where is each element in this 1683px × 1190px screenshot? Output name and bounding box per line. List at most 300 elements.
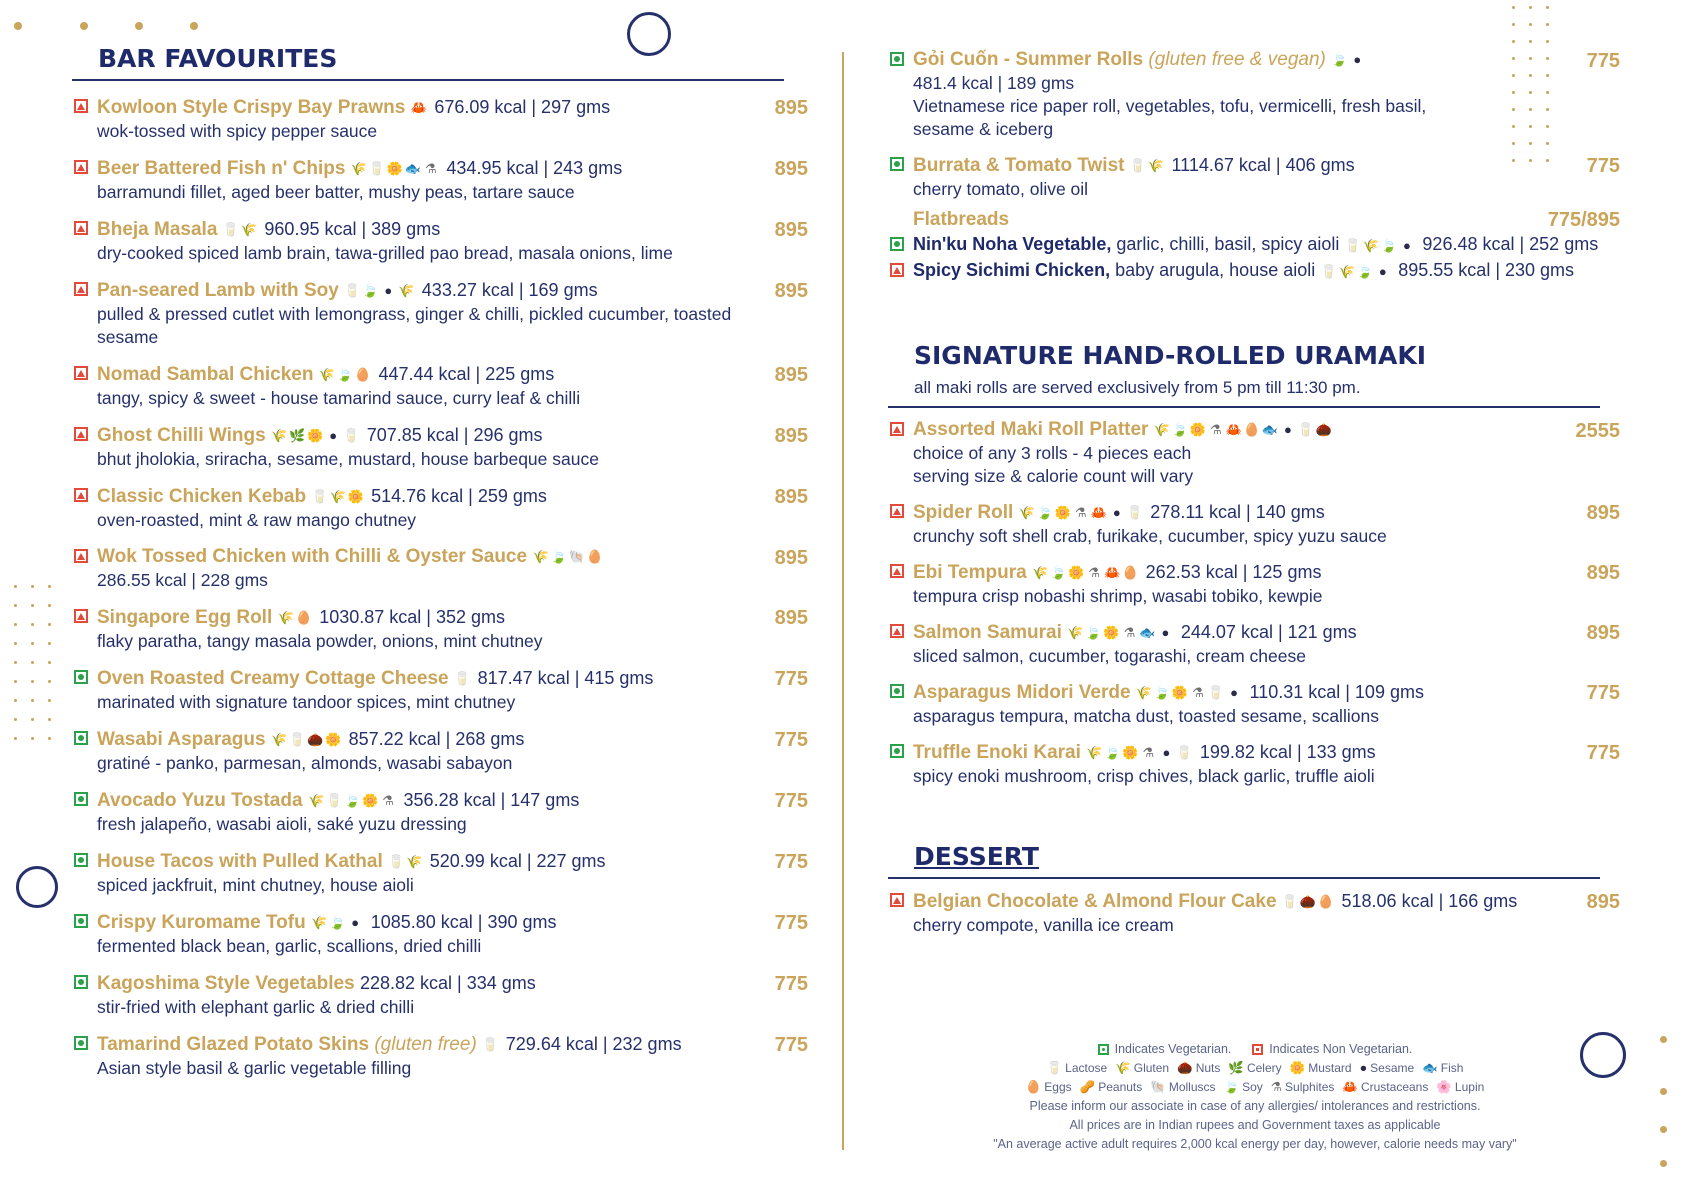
- fish-icon: 🐟: [1422, 1061, 1438, 1075]
- veg-mark-icon: [74, 731, 88, 745]
- menu-item: [888, 500, 1620, 548]
- menu-item-description: wok-tossed with spicy pepper sauce: [97, 121, 378, 141]
- allergen-icons: [1068, 624, 1173, 641]
- menu-item-description: tangy, spicy & sweet - house tamarind sauce, curry leaf & chilli: [97, 388, 581, 408]
- lactose-icon: 🥛: [311, 489, 328, 505]
- molluscs-icon: 🐚: [568, 549, 585, 565]
- allergen-icons: [389, 853, 422, 870]
- left-column: [72, 44, 808, 1080]
- menu-item-title-line: [913, 500, 1550, 525]
- flatbreads-price: 775/895: [1547, 209, 1620, 231]
- veg-mark-icon: [890, 52, 904, 66]
- menu-item-title-line: [97, 910, 738, 935]
- lactose-icon: 🥛: [388, 854, 405, 870]
- menu-item-note: (gluten free): [374, 1034, 477, 1055]
- flatbreads-heading: [888, 209, 1620, 231]
- menu-item-title-line: [97, 788, 738, 813]
- menu-item-description: spiced jackfruit, mint chutney, house aioli: [97, 875, 414, 895]
- legend-allergen-label: Lactose: [1065, 1061, 1108, 1075]
- allergen-icons: [1154, 421, 1331, 438]
- veg-mark-icon: [890, 684, 904, 698]
- flatbread-description: garlic, chilli, basil, spicy aioli: [1116, 234, 1340, 254]
- menu-item-kcal: 228.82 kcal | 334 gms: [359, 973, 536, 993]
- menu-item-name: Oven Roasted Creamy Cottage Cheese: [97, 668, 449, 689]
- legend: [930, 1040, 1580, 1154]
- menu-item-name: Gỏi Cuốn - Summer Rolls: [913, 49, 1144, 70]
- sulphites-icon: ⚗: [1270, 1080, 1283, 1094]
- menu-item-description: marinated with signature tandoor spices, mint chutney: [97, 692, 516, 712]
- menu-item-name: Kowloon Style Crispy Bay Prawns: [97, 97, 406, 118]
- menu-item-description: fermented black bean, garlic, scallions, dried chilli: [97, 936, 482, 956]
- gluten-icon: 🌾: [1032, 565, 1049, 581]
- nonveg-mark-icon: [890, 564, 904, 578]
- menu-item-description: pulled & pressed cutlet with lemongrass, ginger & chilli, pickled cucumber, toasted sesame: [97, 304, 732, 347]
- decorative-dot: [14, 642, 17, 645]
- celery-icon: 🌿: [1228, 1061, 1244, 1075]
- legend-allergen-label: Molluscs: [1168, 1080, 1216, 1094]
- legend-allergen-peanuts: [1080, 1078, 1143, 1097]
- veg-mark-icon: [74, 670, 88, 684]
- menu-item-price: 895: [1586, 502, 1620, 524]
- mustard-icon: 🌼: [1068, 565, 1085, 581]
- nonveg-mark-icon: [890, 504, 904, 518]
- nonveg-mark-icon: [74, 609, 88, 623]
- menu-item-name: Belgian Chocolate & Almond Flour Cake: [913, 891, 1277, 912]
- column-divider: [842, 52, 844, 1150]
- mustard-icon: 🌼: [1171, 685, 1189, 701]
- sulphites-icon: ⚗: [1142, 745, 1155, 761]
- menu-item-title-line: [913, 740, 1550, 765]
- menu-item-price: 775: [1586, 50, 1620, 72]
- decorative-dot: [1546, 23, 1549, 26]
- nonveg-mark-icon: [74, 427, 88, 441]
- decorative-dot: [48, 661, 51, 664]
- decorative-dot: [14, 623, 17, 626]
- menu-item: [72, 605, 808, 653]
- decorative-dot: [31, 661, 34, 664]
- decorative-dot: [1660, 1126, 1667, 1133]
- menu-item: [72, 95, 808, 143]
- menu-item-title-line: [97, 278, 738, 303]
- decorative-dot: [190, 22, 198, 30]
- crustaceans-icon: 🦀: [1342, 1080, 1358, 1094]
- menu-item-price: 895: [774, 425, 808, 447]
- lactose-icon: 🥛: [1297, 422, 1315, 438]
- crustaceans-icon: 🦀: [410, 100, 427, 116]
- sesame-icon: ●: [1378, 263, 1387, 279]
- menu-item-title-line: [913, 889, 1550, 914]
- gluten-icon: 🌾: [307, 793, 325, 809]
- nonveg-mark-icon: [890, 624, 904, 638]
- menu-item-kcal: 518.06 kcal | 166 gms: [1341, 891, 1518, 911]
- veg-mark-icon: [74, 792, 88, 806]
- decorative-dot: [1529, 40, 1532, 43]
- decorative-dot: [1512, 23, 1515, 26]
- menu-item-title-line: [913, 680, 1550, 705]
- gluten-icon: 🌾: [329, 489, 346, 505]
- menu-item-name: Beer Battered Fish n' Chips: [97, 158, 346, 179]
- allergen-icons: [319, 366, 370, 383]
- menu-item-name: Wasabi Asparagus: [97, 729, 266, 750]
- menu-item-description: flaky paratha, tangy masala powder, onions, mint chutney: [97, 631, 543, 651]
- allergen-icons: [351, 160, 438, 177]
- legend-allergen-label: Lupin: [1454, 1080, 1485, 1094]
- legend-allergen-label: Sulphites: [1285, 1080, 1335, 1094]
- crustaceans-icon: 🦀: [1090, 505, 1107, 521]
- soy-icon: 🍃: [1171, 422, 1189, 438]
- flatbread-item: [888, 257, 1620, 283]
- menu-item-name: Assorted Maki Roll Platter: [913, 419, 1149, 440]
- menu-item-kcal: 857.22 kcal | 268 gms: [348, 729, 525, 749]
- lactose-icon: 🥛: [1320, 263, 1337, 279]
- legend-allergen-label: Sesame: [1370, 1061, 1415, 1075]
- eggs-icon: 🥚: [1317, 894, 1335, 910]
- menu-item-kcal: 707.85 kcal | 296 gms: [366, 425, 543, 445]
- menu-item-title-line: [913, 620, 1550, 645]
- menu-item-kcal: 1114.67 kcal | 406 gms: [1171, 155, 1355, 175]
- veg-mark-icon: [1098, 1044, 1109, 1055]
- nonveg-mark-icon: [1252, 1044, 1263, 1055]
- menu-item-name: Spider Roll: [913, 502, 1014, 523]
- allergen-icons: [272, 427, 359, 444]
- legend-allergen-label: Celery: [1246, 1061, 1282, 1075]
- decorative-dot: [48, 623, 51, 626]
- menu-item-description: oven-roasted, mint & raw mango chutney: [97, 510, 417, 530]
- menu-item-title-line: [97, 156, 738, 181]
- menu-item-price: 775: [774, 790, 808, 812]
- legend-note-prices: All prices are in Indian rupees and Government taxes as applicable: [1069, 1118, 1441, 1132]
- legend-nonveg-text: Indicates Non Vegetarian.: [1269, 1042, 1413, 1056]
- nonveg-mark-icon: [74, 282, 88, 296]
- sesame-icon: ●: [1402, 237, 1411, 253]
- lactose-icon: 🥛: [343, 428, 360, 444]
- gluten-icon: 🌾: [271, 428, 288, 444]
- nonveg-mark-icon: [890, 893, 904, 907]
- menu-item-title-line: [97, 362, 738, 387]
- decorative-dot: [31, 699, 34, 702]
- decorative-dot: [48, 585, 51, 588]
- gluten-icon: 🌾: [1086, 745, 1103, 761]
- menu-item-note: (gluten free & vegan): [1148, 49, 1326, 70]
- menu-item-description: asparagus tempura, matcha dust, toasted sesame, scallions: [913, 706, 1379, 726]
- decorative-dot: [14, 737, 17, 740]
- menu-item-name: Bheja Masala: [97, 219, 218, 240]
- legend-allergens-row-1: [930, 1059, 1580, 1078]
- allergen-icons: [312, 488, 363, 505]
- menu-item-description: tempura crisp nobashi shrimp, wasabi tobiko, kewpie: [913, 586, 1323, 606]
- allergen-icons: [1019, 504, 1142, 521]
- legend-allergen-gluten: [1115, 1059, 1169, 1078]
- menu-item-price: 775: [1586, 155, 1620, 177]
- mustard-icon: 🌼: [361, 793, 379, 809]
- menu-item-description: 286.55 kcal | 228 gms: [97, 570, 268, 590]
- lactose-icon: 🥛: [454, 671, 471, 687]
- mustard-icon: 🌼: [1289, 1061, 1306, 1075]
- flatbreads-title: Flatbreads: [913, 209, 1010, 230]
- decorative-dot: [1660, 1160, 1667, 1167]
- menu-item: [888, 48, 1620, 141]
- menu-item: [888, 560, 1620, 608]
- section-title-uramaki: SIGNATURE HAND-ROLLED URAMAKI: [914, 341, 1427, 370]
- decorative-dot: [135, 22, 143, 30]
- flatbread-item: [888, 231, 1620, 257]
- menu-item-price: 895: [774, 607, 808, 629]
- allergen-icons: [1087, 744, 1192, 761]
- menu-item-title-line: [97, 849, 738, 874]
- allergen-icons: [278, 609, 311, 626]
- legend-allergen-nuts: [1177, 1059, 1220, 1078]
- decorative-ring: [16, 866, 58, 908]
- menu-item-kcal: 447.44 kcal | 225 gms: [378, 364, 555, 384]
- menu-item-price: 895: [774, 486, 808, 508]
- menu-item-kcal: 110.31 kcal | 109 gms: [1249, 682, 1424, 702]
- right-top-list: [888, 48, 1620, 201]
- section-title-bar-favourites: BAR FAVOURITES: [72, 44, 784, 81]
- decorative-dot: [14, 661, 17, 664]
- eggs-icon: 🥚: [586, 549, 603, 565]
- sesame-icon: ●: [1230, 685, 1238, 701]
- allergen-icons: [1137, 684, 1242, 701]
- menu-item-kcal: 356.28 kcal | 147 gms: [403, 790, 580, 810]
- decorative-dot: [48, 680, 51, 683]
- menu-item-title-line: [97, 423, 738, 448]
- decorative-dot: [1660, 1088, 1667, 1095]
- nuts-icon: 🌰: [307, 732, 324, 748]
- soy-icon: 🍃: [1380, 237, 1398, 253]
- menu-item-name: Singapore Egg Roll: [97, 607, 273, 628]
- nuts-icon: 🌰: [1299, 894, 1317, 910]
- nonveg-mark-icon: [74, 99, 88, 113]
- sulphites-icon: ⚗: [425, 161, 437, 177]
- decorative-dot: [31, 604, 34, 607]
- menu-item-title-line: [913, 418, 1550, 442]
- decorative-dot: [48, 718, 51, 721]
- flatbread-name: Spicy Sichimi Chicken,: [913, 260, 1111, 280]
- menu-item: [72, 1032, 808, 1080]
- allergen-icons: [1345, 237, 1414, 254]
- legend-allergen-fish: [1422, 1059, 1463, 1078]
- menu-item-description: gratiné - panko, parmesan, almonds, wasabi sabayon: [97, 753, 513, 773]
- menu-item-title-line: [97, 484, 738, 509]
- menu-item-kcal: 729.64 kcal | 232 gms: [505, 1034, 682, 1054]
- decorative-dot: [14, 22, 22, 30]
- nonveg-mark-icon: [890, 263, 904, 277]
- lactose-icon: 🥛: [1176, 745, 1193, 761]
- menu-item-description: Vietnamese rice paper roll, vegetables, tofu, vermicelli, fresh basil,: [913, 96, 1427, 116]
- menu-item-name: Asparagus Midori Verde: [913, 682, 1131, 703]
- sesame-icon: ●: [1112, 505, 1121, 521]
- gluten-icon: 🌾: [1018, 505, 1035, 521]
- decorative-dot: [1512, 6, 1515, 9]
- menu-item: [72, 910, 808, 958]
- lactose-icon: 🥛: [1281, 894, 1299, 910]
- mustard-icon: 🌼: [307, 428, 324, 444]
- legend-allergen-label: Eggs: [1044, 1080, 1072, 1094]
- decorative-dot: [48, 604, 51, 607]
- legend-allergen-label: Crustaceans: [1360, 1080, 1429, 1094]
- gluten-icon: 🌾: [1147, 158, 1165, 174]
- eggs-icon: 🥚: [1025, 1080, 1042, 1094]
- lupin-icon: 🌸: [1436, 1080, 1452, 1094]
- decorative-dot: [31, 737, 34, 740]
- allergen-icons: [1283, 893, 1334, 910]
- decorative-dot: [80, 22, 88, 30]
- menu-item-description: stir-fried with elephant garlic & dried chilli: [97, 997, 415, 1017]
- decorative-dot: [31, 718, 34, 721]
- fish-icon: 🐟: [404, 161, 421, 177]
- fish-icon: 🐟: [1261, 422, 1279, 438]
- gluten-icon: 🌾: [277, 610, 294, 626]
- nonveg-mark-icon: [890, 422, 904, 436]
- eggs-icon: 🥚: [1243, 422, 1261, 438]
- legend-note-allergies: Please inform our associate in case of any allergies/ intolerances and restrictions.: [1029, 1099, 1481, 1113]
- veg-mark-icon: [74, 975, 88, 989]
- gluten-icon: 🌾: [240, 222, 257, 238]
- gluten-icon: 🌾: [350, 161, 367, 177]
- gluten-icon: 🌾: [1115, 1061, 1131, 1075]
- legend-allergen-molluscs: [1150, 1078, 1215, 1097]
- menu-item-name: Wok Tossed Chicken with Chilli & Oyster Sauce: [97, 546, 528, 567]
- sesame-icon: ●: [1353, 52, 1362, 68]
- nuts-icon: 🌰: [1315, 422, 1333, 438]
- menu-item: [888, 889, 1620, 937]
- menu-item-kcal: 960.95 kcal | 389 gms: [264, 219, 441, 239]
- lactose-icon: 🥛: [1129, 158, 1147, 174]
- menu-item-title-line: [97, 95, 738, 120]
- flatbread-kcal: 895.55 kcal | 230 gms: [1398, 260, 1575, 280]
- menu-item-description: dry-cooked spiced lamb brain, tawa-grilled pao bread, masala onions, lime: [97, 243, 673, 263]
- eggs-icon: 🥚: [354, 367, 372, 383]
- celery-icon: 🌿: [289, 428, 306, 444]
- menu-item: [72, 666, 808, 714]
- decorative-dot-grid: [14, 585, 51, 740]
- legend-allergen-celery: [1228, 1059, 1281, 1078]
- mustard-icon: 🌼: [1054, 505, 1071, 521]
- menu-item-title-line: [97, 727, 738, 752]
- menu-item-title-line: [97, 971, 738, 996]
- sulphites-icon: ⚗: [1123, 625, 1136, 641]
- legend-allergen-soy: [1224, 1078, 1263, 1097]
- menu-item-name: Crispy Kuromame Tofu: [97, 912, 306, 933]
- menu-item-title-line: [97, 666, 738, 691]
- menu-item-kcal: 514.76 kcal | 259 gms: [371, 486, 547, 506]
- lactose-icon: 🥛: [325, 793, 343, 809]
- menu-item-description: sliced salmon, cucumber, togarashi, cream cheese: [913, 646, 1306, 666]
- allergen-icons: [1033, 564, 1138, 581]
- menu-item-price: 895: [774, 364, 808, 386]
- menu-item-title-line: [97, 1032, 738, 1057]
- menu-item: [888, 740, 1620, 788]
- allergen-icons: [223, 221, 256, 238]
- gluten-icon: 🌾: [406, 854, 423, 870]
- legend-allergen-sulphites: [1271, 1078, 1335, 1097]
- allergen-icons: [411, 99, 426, 116]
- soy-icon: 🍃: [1153, 685, 1171, 701]
- decorative-dot: [14, 718, 17, 721]
- legend-allergen-eggs: [1026, 1078, 1072, 1097]
- menu-item-price: 895: [774, 219, 808, 241]
- menu-item-price: 895: [774, 97, 808, 119]
- sesame-icon: ●: [1162, 745, 1171, 761]
- menu-item-name: Ghost Chilli Wings: [97, 425, 266, 446]
- flatbread-description: baby arugula, house aioli: [1115, 260, 1316, 280]
- lactose-icon: 🥛: [1344, 237, 1362, 253]
- nonveg-mark-icon: [74, 221, 88, 235]
- mustard-icon: 🌼: [386, 161, 403, 177]
- gluten-icon: 🌾: [1067, 625, 1084, 641]
- gluten-icon: 🌾: [398, 283, 415, 299]
- decorative-dot: [31, 585, 34, 588]
- menu-item-price: 895: [774, 158, 808, 180]
- sulphites-icon: ⚗: [1074, 505, 1087, 521]
- veg-mark-icon: [890, 744, 904, 758]
- menu-item-description: sesame & iceberg: [913, 119, 1054, 139]
- allergen-icons: [312, 914, 363, 931]
- menu-item-kcal: 1030.87 kcal | 352 gms: [319, 607, 506, 627]
- nonveg-mark-icon: [74, 366, 88, 380]
- legend-allergen-sesame: [1360, 1059, 1415, 1078]
- decorative-dot: [1529, 6, 1532, 9]
- menu-item: [888, 680, 1620, 728]
- allergen-icons: [345, 282, 414, 299]
- decorative-dot: [48, 699, 51, 702]
- menu-item-title-line: [97, 217, 738, 242]
- menu-item-kcal: 433.27 kcal | 169 gms: [421, 280, 598, 300]
- sesame-icon: ●: [1284, 422, 1292, 438]
- gluten-icon: 🌾: [1362, 237, 1380, 253]
- veg-mark-icon: [890, 157, 904, 171]
- sesame-icon: ●: [1359, 1061, 1368, 1075]
- nonveg-mark-icon: [74, 160, 88, 174]
- gluten-icon: 🌾: [318, 367, 336, 383]
- menu-item-price: 775: [1586, 742, 1620, 764]
- menu-item-kcal: 244.07 kcal | 121 gms: [1180, 622, 1357, 642]
- allergen-icons: [309, 792, 396, 809]
- menu-item-name: House Tacos with Pulled Kathal: [97, 851, 383, 872]
- dessert-list: [888, 889, 1620, 937]
- menu-item-kcal: 199.82 kcal | 133 gms: [1199, 742, 1376, 762]
- lactose-icon: 🥛: [1207, 685, 1225, 701]
- menu-item-name: Classic Chicken Kebab: [97, 486, 307, 507]
- lactose-icon: 🥛: [482, 1037, 499, 1053]
- menu-item: [72, 971, 808, 1019]
- legend-allergen-label: Peanuts: [1098, 1080, 1143, 1094]
- legend-allergen-label: Mustard: [1308, 1061, 1352, 1075]
- legend-allergen-mustard: [1290, 1059, 1352, 1078]
- mustard-icon: 🌼: [1189, 422, 1207, 438]
- menu-item: [72, 545, 808, 592]
- decorative-dot: [31, 623, 34, 626]
- menu-item-price: 895: [1586, 622, 1620, 644]
- legend-allergen-label: Gluten: [1133, 1061, 1170, 1075]
- menu-item: [72, 849, 808, 897]
- veg-mark-icon: [74, 1036, 88, 1050]
- sulphites-icon: ⚗: [1192, 685, 1204, 701]
- menu-item-name: Burrata & Tomato Twist: [913, 155, 1125, 176]
- menu-item-name: Avocado Yuzu Tostada: [97, 790, 303, 811]
- legend-veg-row: [930, 1040, 1580, 1059]
- uramaki-list: [888, 418, 1620, 788]
- gluten-icon: 🌾: [532, 549, 549, 565]
- menu-item-description: serving size & calorie count will vary: [913, 466, 1194, 486]
- menu-item-description: cherry tomato, olive oil: [913, 179, 1089, 199]
- veg-mark-icon: [890, 237, 904, 251]
- menu-item: [72, 156, 808, 204]
- soy-icon: 🍃: [1331, 52, 1348, 68]
- menu-item: [888, 620, 1620, 668]
- sesame-icon: ●: [351, 915, 360, 931]
- menu-item-title-line: [913, 560, 1550, 585]
